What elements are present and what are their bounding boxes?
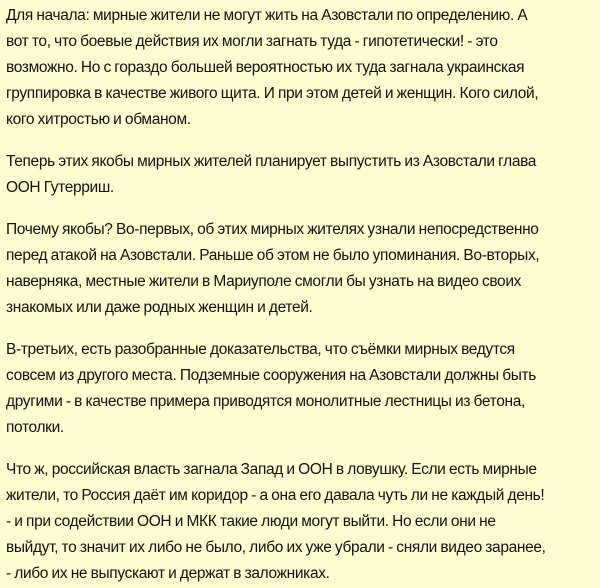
paragraph-4 (6, 337, 592, 441)
paragraph-5 (6, 457, 592, 587)
paragraph-2 (6, 149, 592, 201)
text-line: возможно. Но с гораздо большей вероятностью их туда загнала украинская (6, 59, 525, 76)
text-line: Что ж, российская власть загнала Запад и ООН в ловушку. Если есть мирные (6, 461, 537, 478)
text-line: - либо их не выпускают и держат в заложниках. (6, 565, 330, 582)
text-line: жители, то Россия даёт им коридор - а она его давала чуть ли не каждый день! (6, 487, 545, 504)
text-line: знакомых или даже родных женщин и детей. (6, 299, 313, 316)
text-line: группировка в качестве живого щита. И при этом детей и женщин. Кого силой, (6, 85, 539, 102)
text-line: перед атакой на Азовстали. Раньше об этом не было упоминания. Во-вторых, (6, 247, 540, 264)
text-line: кого хитростью и обманом. (6, 111, 191, 128)
text-line: наверняка, местные жители в Мариуполе смогли бы узнать на видео своих (6, 273, 522, 290)
text-line: ООН Гутерриш. (6, 179, 114, 196)
text-line: потолки. (6, 419, 64, 436)
text-line: Теперь этих якобы мирных жителей планирует выпустить из Азовстали глава (6, 153, 537, 170)
text-line: вот то, что боевые действия их могли загнать туда - гипотетически! - это (6, 33, 498, 50)
paragraph-1 (6, 3, 592, 133)
text-line: выйдут, то значит их либо не было, либо их уже убрали - сняли видео заранее, (6, 539, 546, 556)
paragraph-3 (6, 217, 592, 321)
text-line: Для начала: мирные жители не могут жить на Азовстали по определению. А (6, 7, 528, 24)
text-line: - и при содействии ООН и МКК такие люди могут выйти. Но если они не (6, 513, 496, 530)
text-line: другими - в качестве примера приводятся монолитные лестницы из бетона, (6, 393, 525, 410)
text-line: совсем из другого места. Подземные сооружения на Азовстали должны быть (6, 367, 537, 384)
text-line: В-третьих, есть разобранные доказательства, что съёмки мирных ведутся (6, 341, 515, 358)
text-line: Почему якобы? Во-первых, об этих мирных жителях узнали непосредственно (6, 221, 539, 238)
